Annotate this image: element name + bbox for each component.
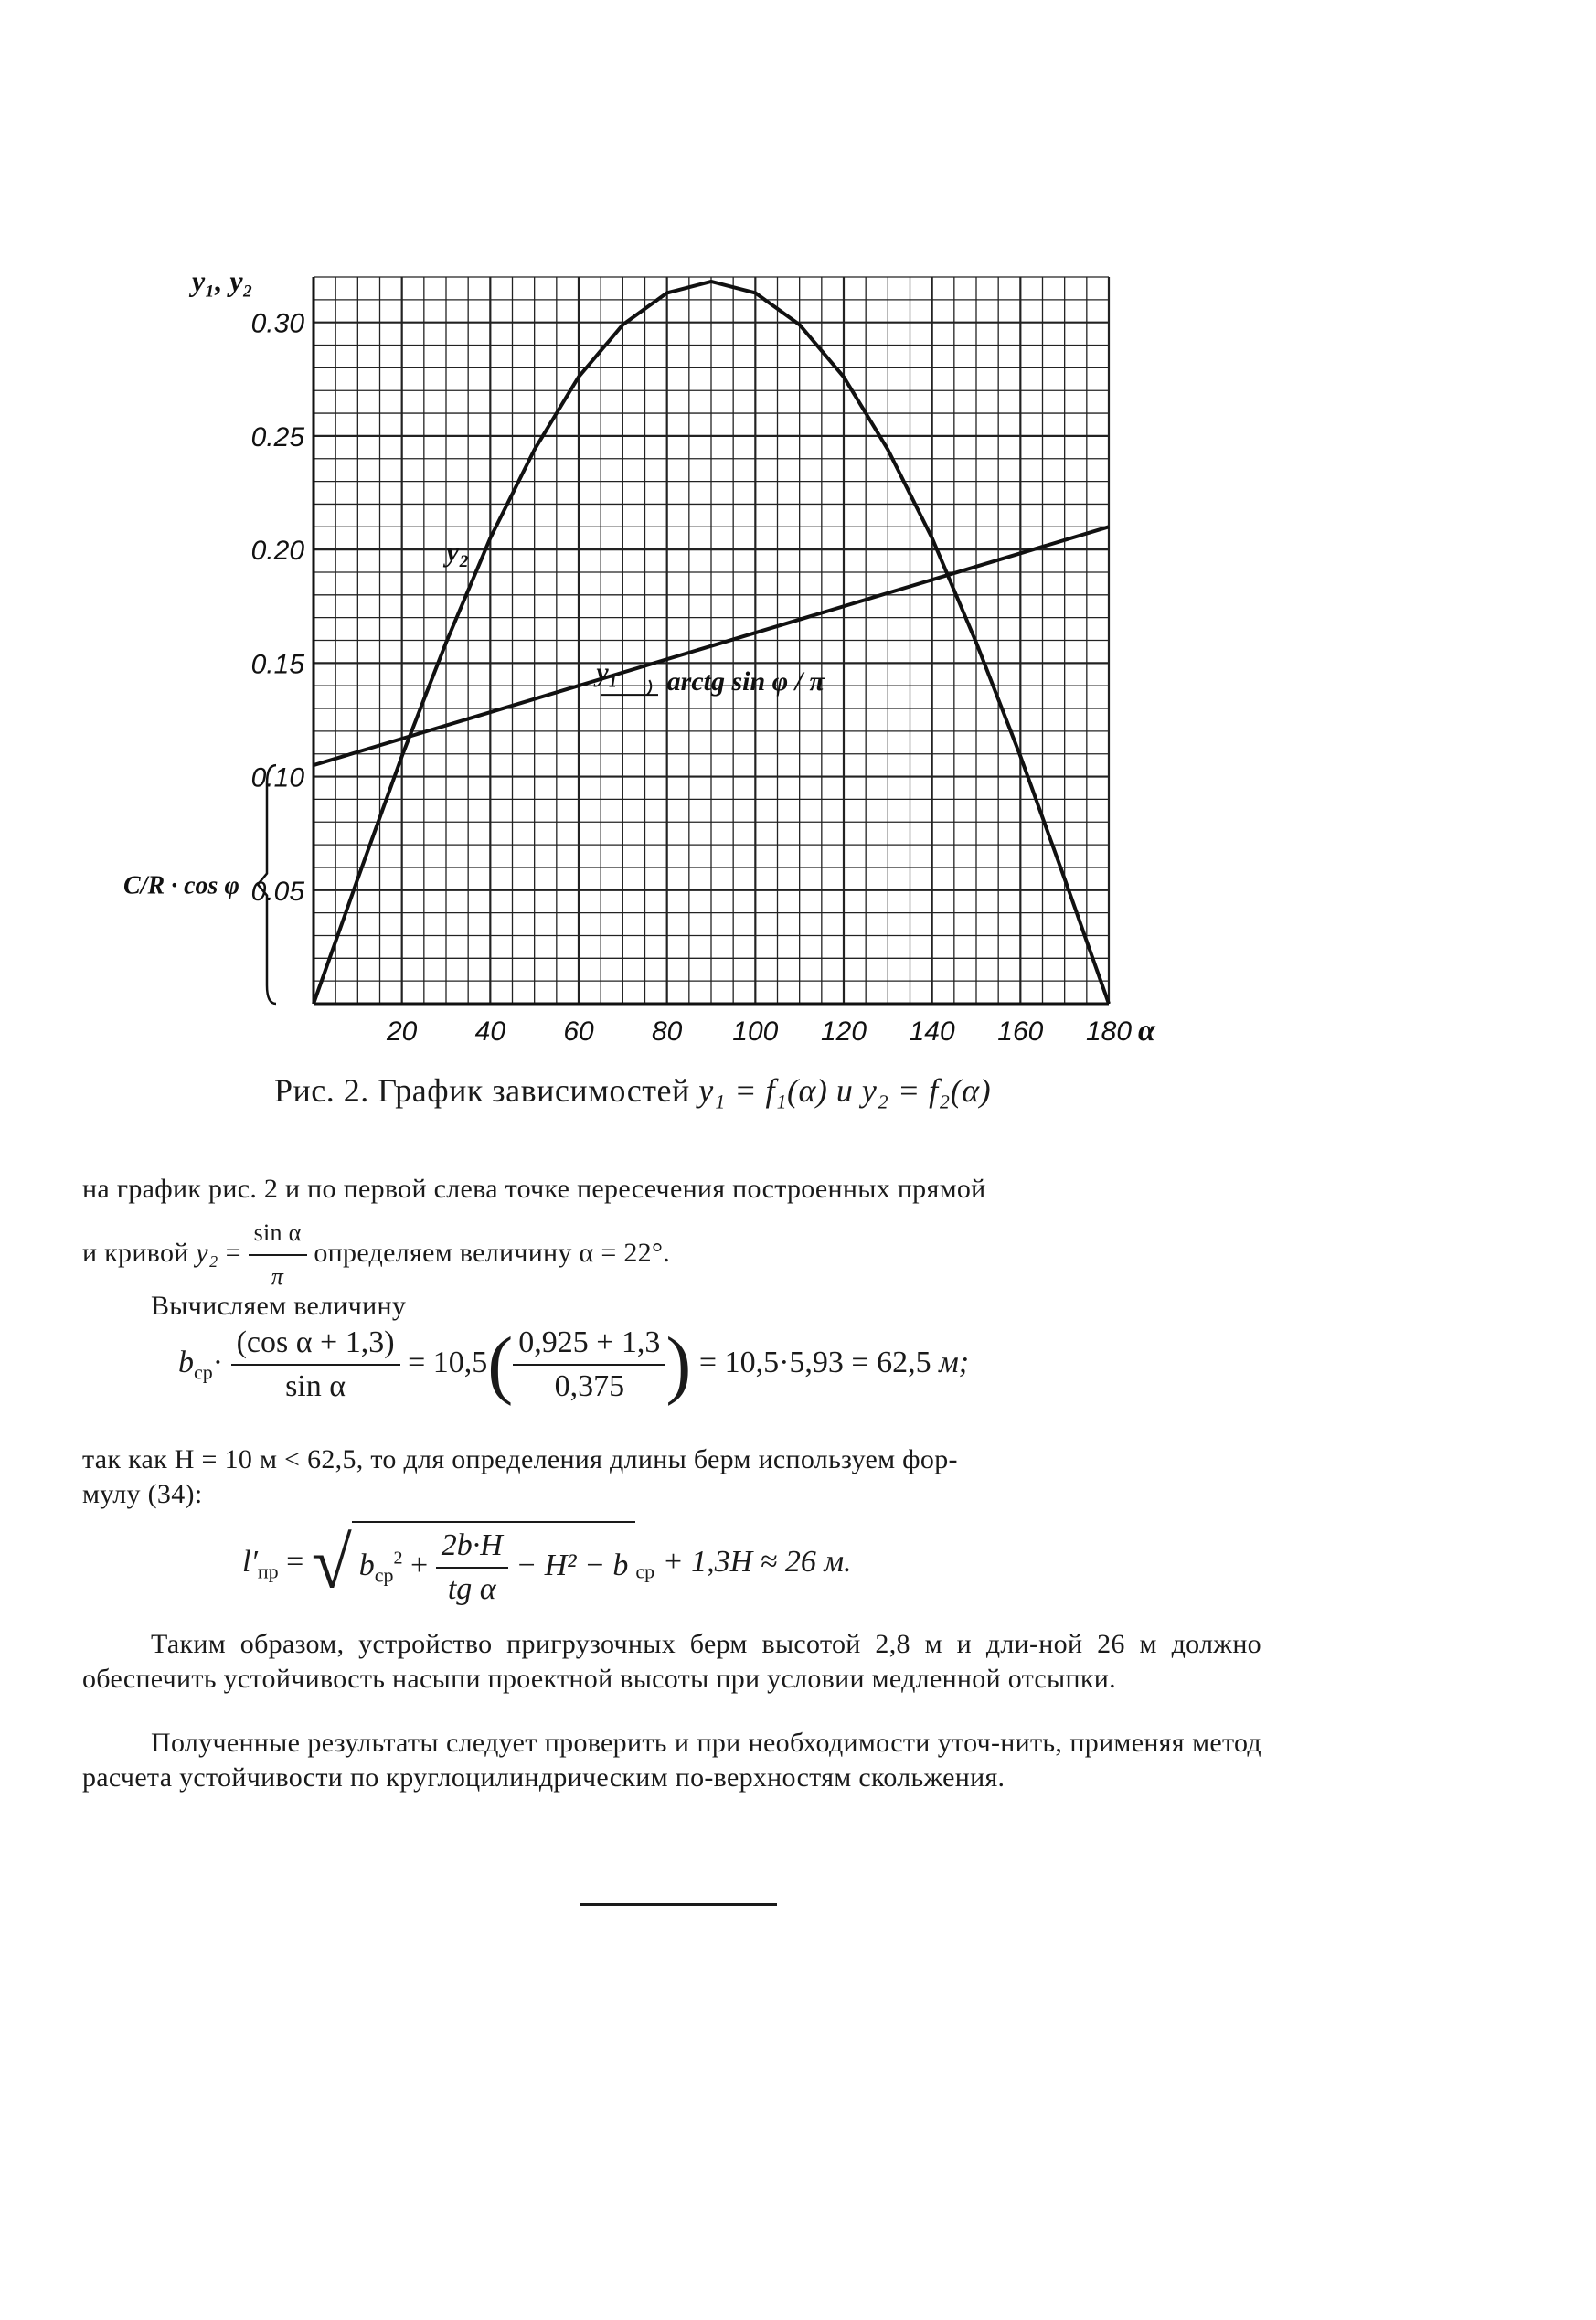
cos-fraction-numerator: (cos α + 1,3) (231, 1325, 400, 1366)
x-tick-label: 180 (1085, 1016, 1133, 1047)
l-symbol: l′ (242, 1544, 258, 1579)
equals-sign-2: = (278, 1544, 312, 1579)
section-divider (580, 1903, 777, 1906)
b-subscript: ср (194, 1360, 213, 1384)
sqrt-symbol: √ (311, 1523, 352, 1604)
cos-fraction-denominator: sin α (285, 1369, 346, 1403)
y1-line-label: y₁ (596, 657, 619, 688)
paragraph-1 (82, 1172, 1271, 1294)
equals-sign: = (218, 1237, 249, 1268)
dot: · (212, 1345, 224, 1379)
x-tick-label: 60 (563, 1016, 594, 1047)
chart-grid (314, 277, 1109, 1004)
x-tick-label: 80 (651, 1016, 683, 1047)
formula-l-np: $l'_{пр}$ = √ $b_{ср}^2$ + $\frac{2b\cdot H}{\text{tg α}}$ − H² − b $_{ср}$ + 1,3H ≈ 26 м. (242, 1521, 852, 1607)
formula-rhs: = 10,5·5,93 = 62,5 (691, 1345, 931, 1379)
paragraph-1-line-2-end: определяем величину α = 22°. (306, 1237, 671, 1268)
paragraph-3 (82, 1442, 1271, 1512)
sin-over-pi-fraction (249, 1216, 307, 1294)
figure-caption (274, 1071, 1188, 1110)
fraction-numerator: sin α (249, 1216, 307, 1256)
x-axis-label: α (1138, 1014, 1155, 1048)
y-tick-label: 0.05 (250, 876, 304, 907)
l-subscript: пр (257, 1559, 279, 1583)
b-symbol: b (178, 1345, 194, 1379)
paragraph-1-line-2-start: и кривой (82, 1237, 197, 1268)
y-tick-label: 0.30 (250, 308, 304, 339)
x-tick-label: 120 (820, 1016, 867, 1047)
y-tick-label: 0.15 (250, 649, 304, 680)
paragraph-4: Таким образом, устройство пригрузочных берм высотой 2,8 м и дли-ной 26 м должно обеспечить устойчивость насыпи проектной высоты при условии медленной отсыпки. (82, 1629, 1261, 1694)
paragraph-2: Вычисляем величину (151, 1291, 407, 1321)
slope-label: arctg sin φ / π (666, 666, 825, 697)
paragraph-3-line-1: так как H = 10 м < 62,5, то для определения длины берм используем фор- (82, 1444, 958, 1474)
value-fraction-denominator: 0,375 (554, 1369, 625, 1403)
bracket-label: C/R · cos φ (123, 871, 239, 900)
value-fraction-numerator: 0,925 + 1,3 (513, 1325, 665, 1366)
x-tick-label: 100 (732, 1016, 779, 1047)
cos-fraction (231, 1325, 400, 1404)
paragraph-1-line-1: на график рис. 2 и по первой слева точке пересечения построенных прямой (82, 1174, 986, 1204)
y2-symbol: y₂ (196, 1237, 218, 1268)
chart (0, 0, 1596, 1060)
value-fraction (513, 1325, 665, 1404)
x-tick-label: 40 (474, 1016, 506, 1047)
slope-arc (647, 680, 651, 695)
y2-curve-label: y₂ (446, 534, 470, 568)
paragraph-3-line-2: мулу (34): (82, 1479, 203, 1509)
caption-formula: y₁ = f₁(α) и y₂ = f₂(α) (698, 1072, 992, 1109)
caption-prefix: Рис. 2. График зависимостей (274, 1072, 699, 1109)
formula-mid: = 10,5 (399, 1345, 488, 1379)
y-axis-label: y₁, y₂ (192, 264, 253, 297)
chart-annotations (123, 535, 825, 1004)
fraction-denominator: π (271, 1263, 284, 1290)
x-tick-label: 20 (386, 1016, 418, 1047)
unit-m: м; (931, 1345, 970, 1379)
sqrt-radicand: $b_{ср}^2$ + $\frac{2b\cdot H}{\text{tg α}}$ − H² − b (352, 1521, 636, 1607)
paragraph-5: Полученные результаты следует проверить и при необходимости уточ-нить, применяя метод расчета устойчивости по круглоцилиндрическим по-верхностям скольжения. (82, 1728, 1261, 1793)
formula-b-cp: $b_{ср}\cdot$ $\frac{\text{(cos α + 1,3)}}{\text{sin α}}$ = 10,5( $\frac{0,925 + 1,3}{0,375}$ ) = 10,5·5,93 = 62,5 м; (178, 1322, 970, 1407)
x-tick-label: 160 (997, 1016, 1044, 1047)
y-tick-label: 0.25 (250, 421, 304, 452)
y-tick-label: 0.10 (250, 762, 304, 793)
y-tick-label: 0.20 (250, 536, 304, 567)
sqrt-fraction: $\frac{2b\cdot H}{\text{tg α}}$ (436, 1528, 508, 1607)
x-tick-label: 140 (909, 1016, 955, 1047)
